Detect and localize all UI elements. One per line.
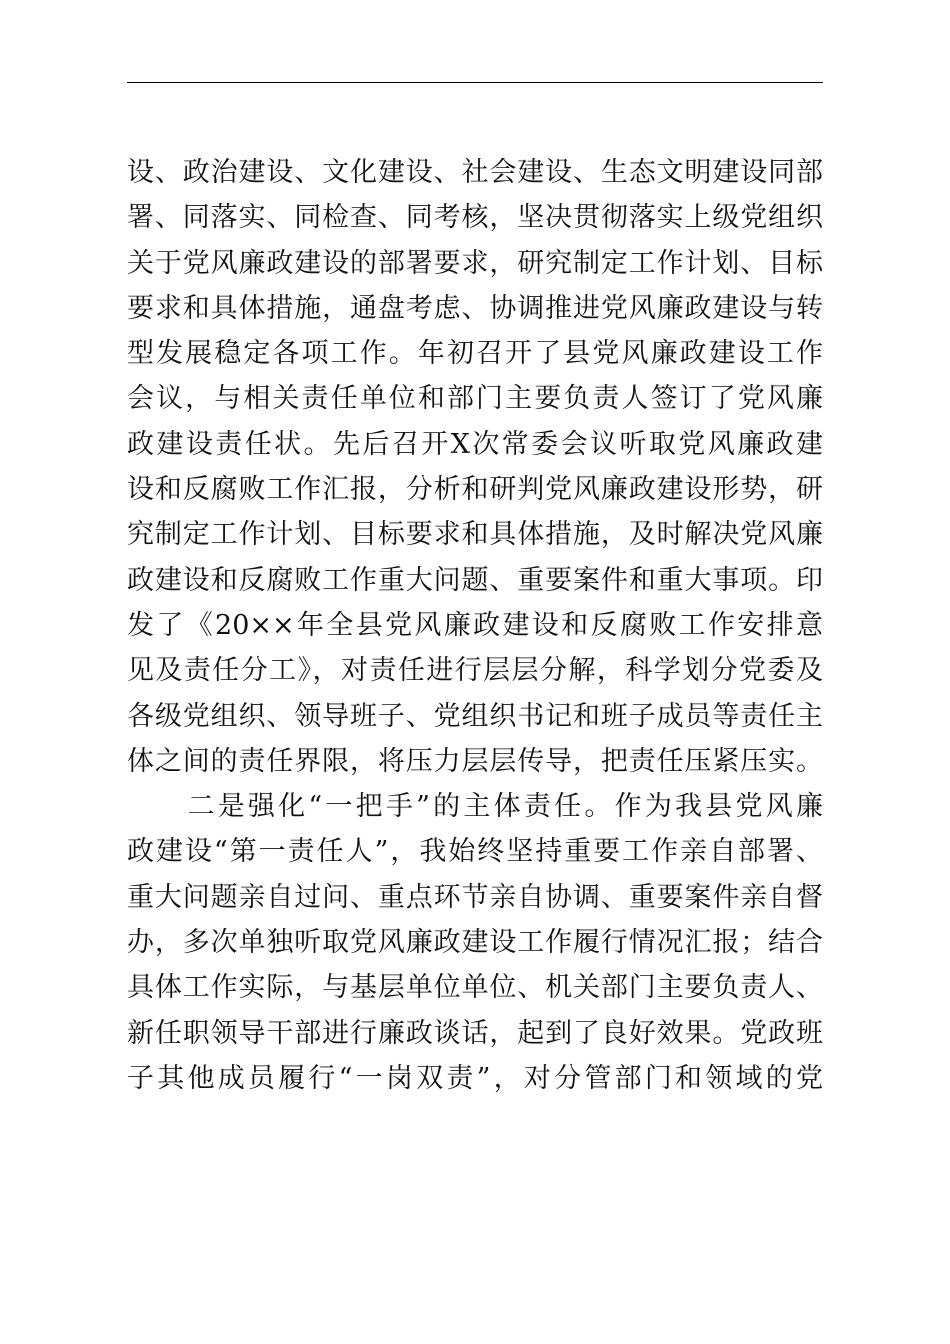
header-rule [127, 82, 823, 83]
body-text [127, 150, 823, 1101]
text-line: 办，多次单独听取党风廉政建设工作履行情况汇报；结合 [127, 927, 823, 959]
text-line: 发了《20××年全县党风廉政建设和反腐败工作安排意 [127, 609, 823, 641]
text-line: 设、政治建设、文化建设、社会建设、生态文明建设同部 [127, 157, 823, 188]
text-line: 见及责任分工》，对责任进行层层分解，科学划分党委及 [127, 655, 823, 687]
text-line: 重大问题亲自过问、重点环节亲自协调、重要案件亲自督 [127, 881, 823, 913]
text-line: 会议，与相关责任单位和部门主要负责人签订了党风廉 [127, 383, 823, 415]
text-line: 政建设责任状。先后召开X次常委会议听取党风廉政建 [127, 428, 823, 460]
text-line: 二是强化“一把手”的主体责任。作为我县党风廉 [127, 791, 823, 823]
text-line: 型发展稳定各项工作。年初召开了县党风廉政建设工作 [127, 338, 823, 370]
text-line: 各级党组织、领导班子、党组织书记和班子成员等责任主 [127, 700, 823, 732]
text-line: 要求和具体措施，通盘考虑、协调推进党风廉政建设与转 [127, 292, 823, 324]
text-line: 新任职领导干部进行廉政谈话，起到了良好效果。党政班 [127, 1017, 823, 1049]
text-line: 设和反腐败工作汇报，分析和研判党风廉政建设形势，研 [127, 474, 823, 506]
text-line: 关于党风廉政建设的部署要求，研究制定工作计划、目标 [127, 247, 823, 279]
text-line: 政建设和反腐败工作重大问题、重要案件和重大事项。印 [127, 564, 823, 596]
text-line: 究制定工作计划、目标要求和具体措施，及时解决党风廉 [127, 519, 823, 551]
text-line: 署、同落实、同检查、同考核，坚决贯彻落实上级党组织 [127, 202, 823, 234]
text-line: 体之间的责任界限，将压力层层传导，把责任压紧压实。 [127, 745, 823, 777]
text-line: 具体工作实际，与基层单位单位、机关部门主要负责人、 [127, 972, 823, 1004]
text-line: 子其他成员履行“一岗双责”，对分管部门和领域的党 [127, 1062, 823, 1094]
text-line: 政建设“第一责任人”，我始终坚持重要工作亲自部署、 [127, 836, 823, 868]
